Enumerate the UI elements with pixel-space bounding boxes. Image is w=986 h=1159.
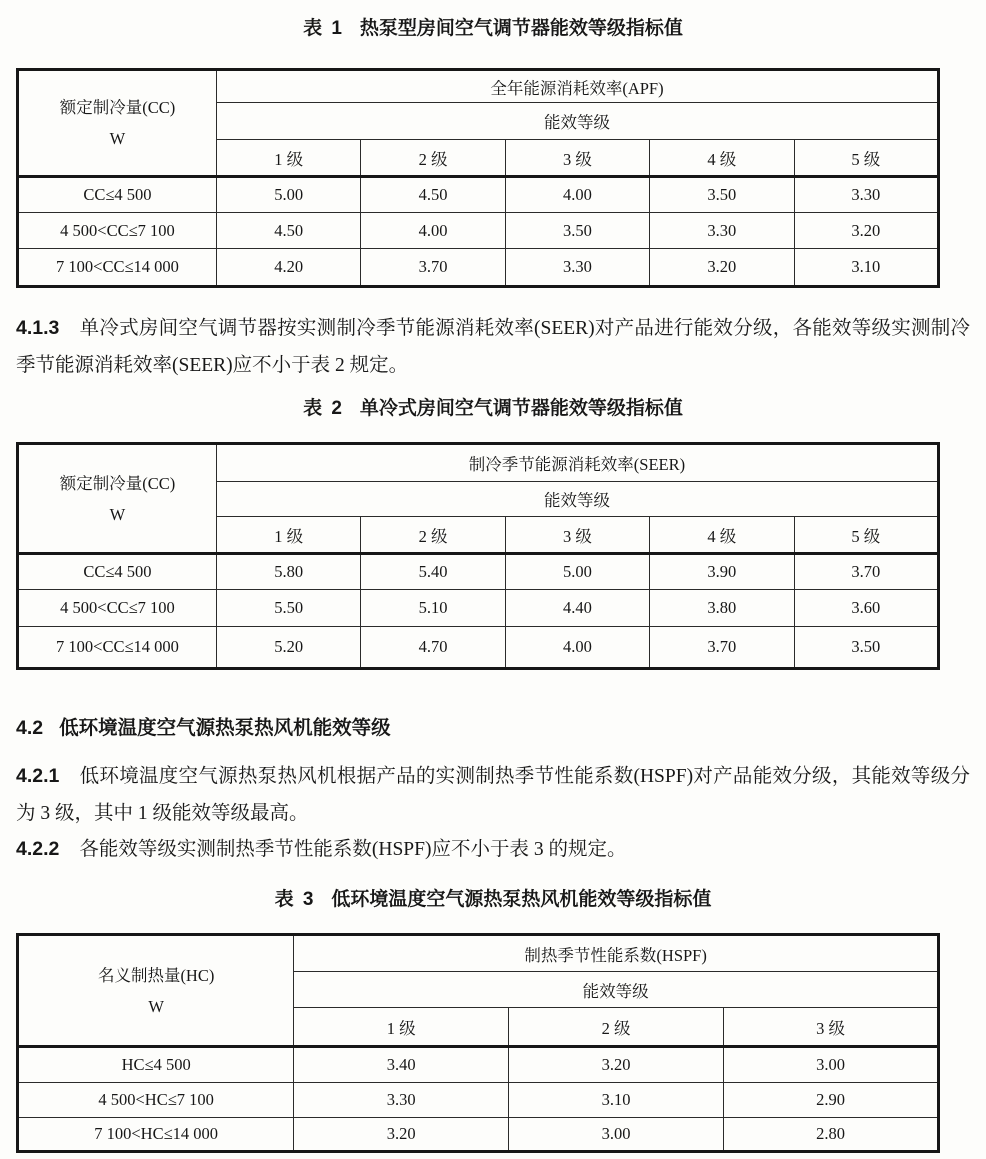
table1-stub-line1: 额定制冷量(CC) — [59, 98, 176, 117]
value-cell: 5.00 — [216, 177, 360, 213]
value-cell: 4.70 — [361, 627, 505, 669]
clause-text: 单冷式房间空气调节器按实测制冷季节能源消耗效率(SEER)对产品进行能效分级，各能效等级实测制冷季节能源消耗效率(SEER)应不小于表 2 规定。 — [16, 318, 970, 376]
value-cell: 3.70 — [361, 249, 505, 287]
table3-stub-line2: W — [148, 996, 164, 1016]
value-cell: 4.50 — [361, 177, 505, 213]
value-cell: 3.60 — [794, 590, 938, 627]
value-cell: 4.00 — [505, 627, 649, 669]
table2-subgroup-header: 能效等级 — [216, 482, 938, 517]
row-label: HC≤4 500 — [18, 1047, 294, 1083]
row-label: CC≤4 500 — [18, 554, 217, 590]
row-label: 7 100<HC≤14 000 — [18, 1118, 294, 1152]
clause-number: 4.2 — [16, 717, 44, 739]
table2-title — [16, 396, 970, 422]
table1-stub-header — [18, 70, 217, 177]
paragraph-4-1-3 — [16, 310, 970, 384]
section-4-2-heading — [16, 714, 970, 742]
value-cell: 3.10 — [509, 1083, 724, 1118]
table3-stub-header — [18, 935, 294, 1047]
value-cell: 5.80 — [216, 554, 360, 590]
value-cell: 3.00 — [724, 1047, 939, 1083]
table-row — [18, 177, 939, 213]
row-label: 4 500<CC≤7 100 — [18, 213, 217, 249]
grade-header: 1 级 — [216, 517, 360, 554]
value-cell: 4.20 — [216, 249, 360, 287]
grade-header: 4 级 — [650, 140, 794, 177]
table3-title-number: 表 3 — [274, 889, 316, 910]
section-title-text: 低环境温度空气源热泵热风机能效等级 — [59, 717, 391, 739]
grade-header: 2 级 — [361, 140, 505, 177]
value-cell: 3.00 — [509, 1118, 724, 1152]
grade-header: 3 级 — [505, 517, 649, 554]
clause-number: 4.2.2 — [16, 838, 60, 860]
table-row — [18, 590, 939, 627]
table3-title-text: 低环境温度空气源热泵热风机能效等级指标值 — [331, 889, 712, 910]
table-row — [18, 213, 939, 249]
grade-header: 1 级 — [294, 1008, 509, 1047]
table1-stub-line2: W — [109, 129, 126, 148]
value-cell: 3.30 — [294, 1083, 509, 1118]
grade-header: 4 级 — [650, 517, 794, 554]
value-cell: 3.20 — [509, 1047, 724, 1083]
value-cell: 3.30 — [650, 213, 794, 249]
value-cell: 3.20 — [294, 1118, 509, 1152]
table3-group-header: 制热季节性能系数(HSPF) — [294, 935, 939, 972]
table2-group-header: 制冷季节能源消耗效率(SEER) — [216, 444, 938, 482]
clause-text: 低环境温度空气源热泵热风机根据产品的实测制热季节性能系数(HSPF)对产品能效分级，其能效等级分为 3 级，其中 1 级能效等级最高。 — [16, 766, 970, 824]
value-cell: 5.50 — [216, 590, 360, 627]
value-cell: 5.00 — [505, 554, 649, 590]
table-row — [18, 1047, 939, 1083]
table1-group-row — [18, 70, 939, 103]
value-cell: 3.20 — [794, 213, 938, 249]
table-row — [18, 1083, 939, 1118]
table1-title — [16, 0, 970, 42]
value-cell: 3.90 — [650, 554, 794, 590]
value-cell: 3.70 — [650, 627, 794, 669]
paragraph-4-2-1 — [16, 758, 970, 832]
value-cell: 4.40 — [505, 590, 649, 627]
table3 — [16, 933, 940, 1153]
value-cell: 2.80 — [724, 1118, 939, 1152]
value-cell: 5.20 — [216, 627, 360, 669]
value-cell: 3.40 — [294, 1047, 509, 1083]
table-row — [18, 627, 939, 669]
value-cell: 3.70 — [794, 554, 938, 590]
table2-group-row — [18, 444, 939, 482]
table3-title — [16, 887, 970, 913]
value-cell: 3.80 — [650, 590, 794, 627]
table1-title-number: 表 1 — [303, 18, 344, 39]
table-row — [18, 1118, 939, 1152]
value-cell: 3.30 — [794, 177, 938, 213]
table2-title-text: 单冷式房间空气调节器能效等级指标值 — [359, 398, 683, 419]
grade-header: 3 级 — [724, 1008, 939, 1047]
table3-subgroup-header: 能效等级 — [294, 972, 939, 1008]
table1-title-text: 热泵型房间空气调节器能效等级指标值 — [359, 18, 683, 39]
table3-stub-line1: 名义制热量(HC) — [97, 965, 215, 985]
table2-stub-line2: W — [109, 504, 126, 524]
grade-header: 3 级 — [505, 140, 649, 177]
row-label: 4 500<HC≤7 100 — [18, 1083, 294, 1118]
value-cell: 5.40 — [361, 554, 505, 590]
table2-title-number: 表 2 — [303, 398, 344, 419]
grade-header: 2 级 — [361, 517, 505, 554]
clause-number: 4.2.1 — [16, 765, 60, 787]
value-cell: 3.10 — [794, 249, 938, 287]
table2-stub-line1: 额定制冷量(CC) — [59, 473, 176, 493]
table1 — [16, 68, 940, 288]
table1-subgroup-header: 能效等级 — [216, 103, 938, 140]
value-cell: 3.30 — [505, 249, 649, 287]
value-cell: 2.90 — [724, 1083, 939, 1118]
paragraph-4-2-2 — [16, 832, 970, 867]
grade-header: 5 级 — [794, 140, 938, 177]
row-label: CC≤4 500 — [18, 177, 217, 213]
grade-header: 1 级 — [216, 140, 360, 177]
table1-group-header: 全年能源消耗效率(APF) — [216, 70, 938, 103]
value-cell: 3.20 — [650, 249, 794, 287]
table-row — [18, 554, 939, 590]
table3-group-row — [18, 935, 939, 972]
table-row — [18, 249, 939, 287]
value-cell: 3.50 — [794, 627, 938, 669]
row-label: 4 500<CC≤7 100 — [18, 590, 217, 627]
value-cell: 5.10 — [361, 590, 505, 627]
row-label: 7 100<CC≤14 000 — [18, 249, 217, 287]
table2 — [16, 442, 940, 670]
value-cell: 3.50 — [505, 213, 649, 249]
grade-header: 2 级 — [509, 1008, 724, 1047]
value-cell: 4.50 — [216, 213, 360, 249]
clause-number: 4.1.3 — [16, 317, 60, 339]
value-cell: 3.50 — [650, 177, 794, 213]
row-label: 7 100<CC≤14 000 — [18, 627, 217, 669]
value-cell: 4.00 — [505, 177, 649, 213]
clause-text: 各能效等级实测制热季节性能系数(HSPF)应不小于表 3 的规定。 — [79, 839, 627, 860]
table2-stub-header — [18, 444, 217, 554]
value-cell: 4.00 — [361, 213, 505, 249]
grade-header: 5 级 — [794, 517, 938, 554]
